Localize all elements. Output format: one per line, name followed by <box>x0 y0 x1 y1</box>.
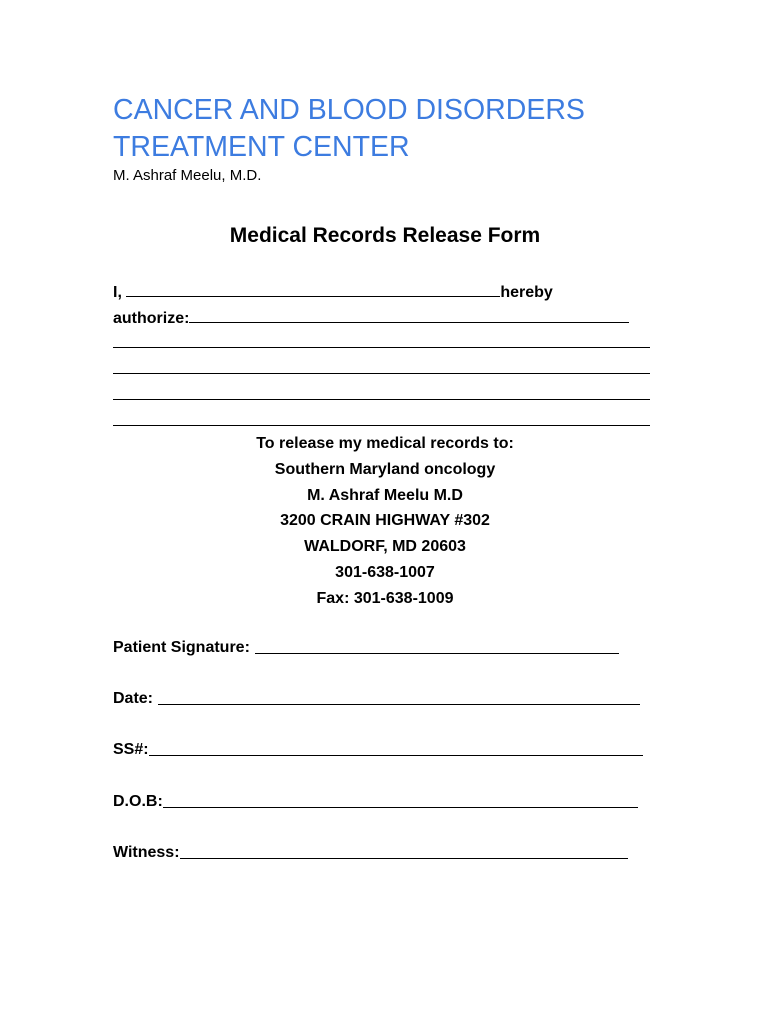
date-label: Date: <box>113 690 154 707</box>
release-organization: Southern Maryland oncology <box>274 460 496 478</box>
patient-signature-label: Patient Signature: <box>113 639 250 656</box>
authorize-blank-line-2[interactable] <box>113 347 650 348</box>
release-physician: M. Ashraf Meelu M.D <box>307 486 463 504</box>
witness-blank[interactable] <box>180 858 628 859</box>
authorize-blank-line-3[interactable] <box>113 373 650 374</box>
clinic-title-line-2: TREATMENT CENTER <box>113 131 410 163</box>
intro-prefix: I, <box>113 284 122 301</box>
doctor-name: M. Ashraf Meelu, M.D. <box>113 167 262 184</box>
authorize-blank[interactable] <box>189 308 629 323</box>
witness-row <box>113 843 628 863</box>
authorize-row <box>113 308 629 329</box>
authorization-intro <box>113 282 553 303</box>
clinic-title <box>113 92 673 166</box>
release-to-block <box>0 431 770 612</box>
patient-name-blank[interactable] <box>126 282 500 297</box>
dob-row <box>113 792 638 812</box>
dob-label: D.O.B: <box>113 793 163 810</box>
release-address-line-2: WALDORF, MD 20603 <box>304 538 466 556</box>
patient-signature-row <box>113 638 619 658</box>
release-phone: 301-638-1007 <box>335 563 435 581</box>
dob-blank[interactable] <box>163 807 638 808</box>
intro-suffix: hereby <box>500 284 553 301</box>
patient-signature-blank[interactable] <box>255 653 619 654</box>
release-address-line-1: 3200 CRAIN HIGHWAY #302 <box>280 512 490 530</box>
clinic-title-line-1: CANCER AND BLOOD DISORDERS <box>113 94 585 126</box>
authorize-label: authorize: <box>113 310 190 327</box>
authorize-blank-line-4[interactable] <box>113 399 650 400</box>
authorize-blank-line-5[interactable] <box>113 425 650 426</box>
form-title: Medical Records Release Form <box>229 224 541 247</box>
ss-blank[interactable] <box>149 755 643 756</box>
date-blank[interactable] <box>158 704 640 705</box>
release-heading: To release my medical records to: <box>256 435 514 452</box>
date-row <box>113 689 640 709</box>
ss-label: SS#: <box>113 741 149 758</box>
release-fax: Fax: 301-638-1009 <box>316 589 454 607</box>
witness-label: Witness: <box>113 844 180 861</box>
ss-row <box>113 740 643 760</box>
